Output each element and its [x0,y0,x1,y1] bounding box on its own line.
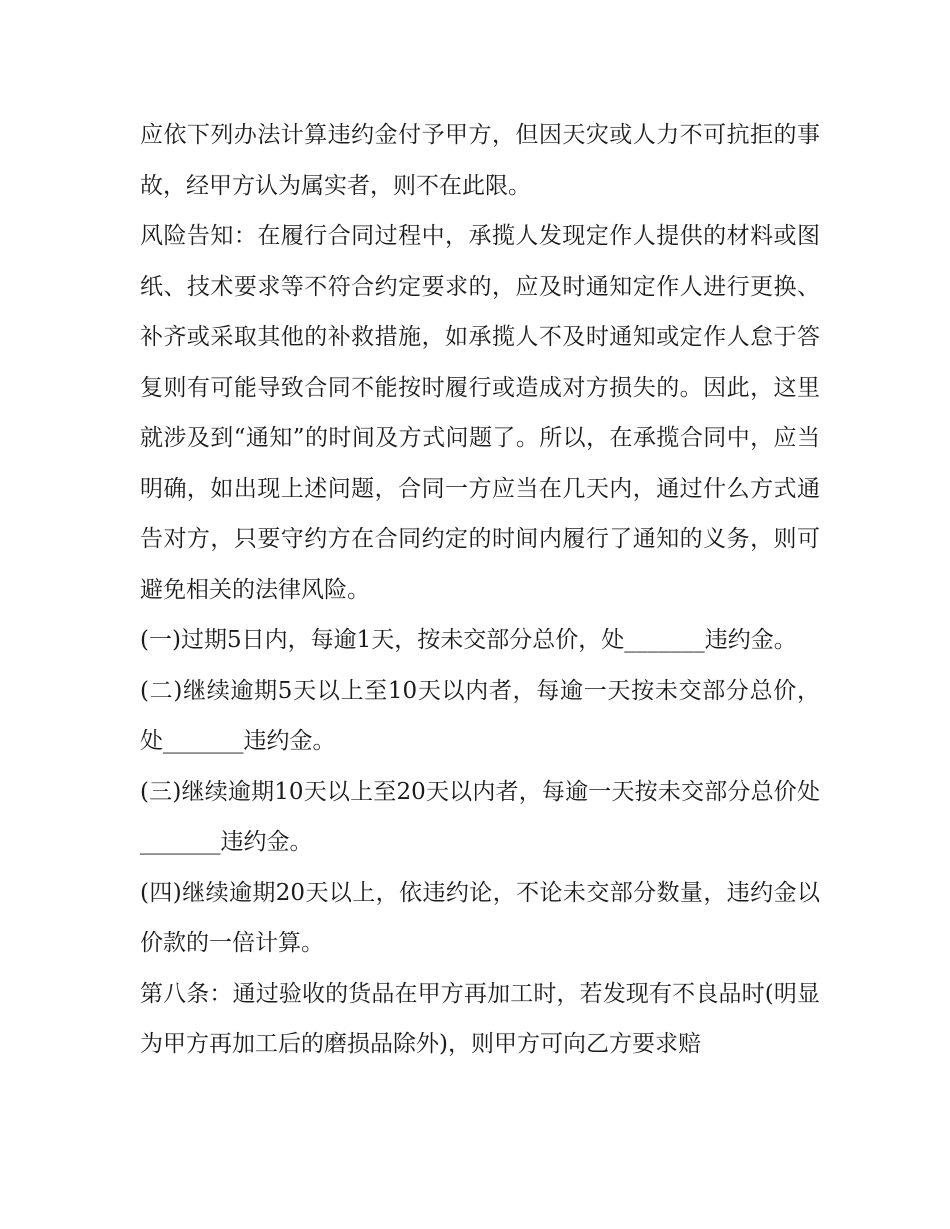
paragraph-penalty-intro: 应依下列办法计算违约金付予甲方，但因天灾或人力不可抗拒的事故，经甲方认为属实者，则不在此限。 [140,122,820,199]
paragraph-clause-4: (四)继续逾期20天以上，依违约论，不论未交部分数量，违约金以价款的一倍计算。 [140,879,820,956]
paragraph-clause-2: (二)继续逾期5天以上至10天以内者，每逾一天按未交部分总价，处_______违约金。 [140,677,820,754]
paragraph-article-8: 第八条：通过验收的货品在甲方再加工时，若发现有不良品时(明显为甲方再加工后的磨损品除外)，则甲方可向乙方要求赔 [140,980,820,1057]
paragraph-clause-3: (三)继续逾期10天以上至20天以内者，每逾一天按未交部分总价处_______违约金。 [140,778,820,855]
paragraph-clause-1: (一)过期5日内，每逾1天，按未交部分总价，处_______违约金。 [140,627,797,653]
paragraph-risk-notice: 风险告知：在履行合同过程中，承揽人发现定作人提供的材料或图纸、技术要求等不符合约定要求的，应及时通知定作人进行更换、补齐或采取其他的补救措施，如承揽人不及时通知或定作人怠于答复则有可能导致合同不能按时履行或造成对方损失的。因此，这里就涉及到“通知”的时间及方式问题了。所以，在承揽合同中，应当明确，如出现上述问题，合同一方应当在几天内，通过什么方式通告对方，只要守约方在合同约定的时间内履行了通知的义务，则可避免相关的法律风险。 [140,223,820,603]
document-body [140,110,820,1070]
